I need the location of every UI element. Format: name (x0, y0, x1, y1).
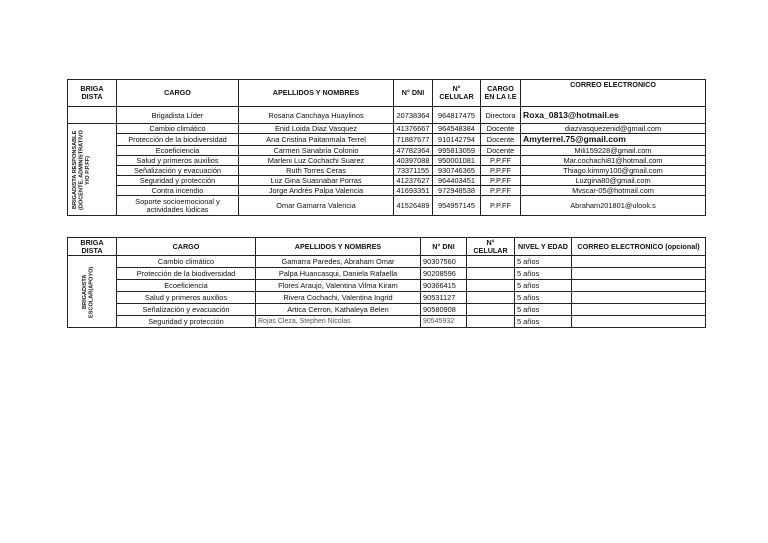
row-cargo-ie: P.P.FF (481, 186, 521, 196)
row-cargo: Contra incendio (117, 186, 239, 196)
row-dni: 90208596 (421, 268, 467, 280)
group-label: BRIGADISTA RESPONSABLE (DOCENTE, ADMINISTRATIVO Y/O P.P.FF) (72, 129, 91, 210)
table-row (68, 166, 706, 176)
table2-header-row (68, 238, 706, 256)
row-cargo: Señalización y evacuación (117, 304, 256, 316)
header-cargo: CARGO (117, 238, 256, 256)
row-celular: 995813059 (433, 146, 481, 156)
row-cargo-ie: P.P.FF (481, 196, 521, 216)
leader-row (68, 107, 706, 124)
header-apellidos: APELLIDOS Y NOMBRES (239, 80, 394, 107)
row-dni: 90366415 (421, 280, 467, 292)
row-nombre: Omar Gamarra Valencia (239, 196, 394, 216)
row-dni: 73371155 (394, 166, 433, 176)
table-row (68, 256, 706, 268)
leader-dni: 20738364 (394, 107, 433, 124)
row-cargo: Cambio climático (117, 124, 239, 134)
group-label-cell (68, 124, 117, 216)
table-row (68, 196, 706, 216)
row-nombre: Artica Cerron, Kathaleya Belen (256, 304, 421, 316)
row-correo: Thiago.kimmy100@gmail.com (521, 166, 706, 176)
row-cargo-ie: P.P.FF (481, 166, 521, 176)
row-dni: 47782364 (394, 146, 433, 156)
row-nivel: 5 años (515, 316, 572, 328)
row-nombre: Carmen Sanabria Colonio (239, 146, 394, 156)
row-dni: 90307560 (421, 256, 467, 268)
table-row (68, 146, 706, 156)
row-correo: Mili159228@gmail.com (521, 146, 706, 156)
row-nombre: Marleni Luz Cochachi Suarez (239, 156, 394, 166)
row-nombre: Ana Cristina Paitanmala Terrel (239, 134, 394, 146)
row-correo: Mvscar-05@hotmail.com (521, 186, 706, 196)
row-dni: 40397088 (394, 156, 433, 166)
row-nivel: 5 años (515, 292, 572, 304)
header-correo: CORREO ELECTRONICO (opcional) (572, 238, 706, 256)
row-cargo: Protección de la biodiversidad (117, 134, 239, 146)
row-celular: 964548384 (433, 124, 481, 134)
leader-celular: 964817475 (433, 107, 481, 124)
row-nombre: Palpa Huancasqui, Daniela Rafaella (256, 268, 421, 280)
row-correo: Mar.cochachi81@hotmail.com (521, 156, 706, 166)
row-dni: 90545932 (421, 316, 467, 328)
header-dni: N° DNI (421, 238, 467, 256)
row-celular: 972948538 (433, 186, 481, 196)
row-nombre: Ruth Torres Ceras (239, 166, 394, 176)
row-dni: 41376667 (394, 124, 433, 134)
brigadistas-escolares-table (67, 237, 706, 328)
header-dni: N° DNI (394, 80, 433, 107)
row-nivel: 5 años (515, 268, 572, 280)
header-nivel: NIVEL Y EDAD (515, 238, 572, 256)
table-row (68, 292, 706, 304)
row-celular (467, 256, 515, 268)
row-cargo-ie: P.P.FF (481, 176, 521, 186)
row-dni: 41237627 (394, 176, 433, 186)
table-row (68, 268, 706, 280)
header-correo: CORREO ELECTRONICO (521, 80, 706, 107)
row-nombre: Enid Loida Diaz Vasquez (239, 124, 394, 134)
row-correo (572, 268, 706, 280)
row-correo: diazvasquezenid@gmail.com (521, 124, 706, 134)
header-celular: N° CELULAR (433, 80, 481, 107)
row-cargo: Salud y primeros auxilios (117, 156, 239, 166)
row-nombre: Gamarra Paredes, Abraham Omar (256, 256, 421, 268)
row-dni: 90531127 (421, 292, 467, 304)
row-correo: Luzgina80@gmail.com (521, 176, 706, 186)
row-cargo-ie: Docente (481, 124, 521, 134)
table-row (68, 304, 706, 316)
leader-empty-cell (68, 107, 117, 124)
row-cargo-ie: Docente (481, 134, 521, 146)
group-label: BRIGADISTA ESCOLAR(APOYO) (82, 265, 95, 318)
row-cargo: Señalización y evacuación (117, 166, 239, 176)
row-celular (467, 316, 515, 328)
row-cargo: Protección de la biodiversidad (117, 268, 256, 280)
row-cargo-ie: Docente (481, 146, 521, 156)
row-correo (572, 256, 706, 268)
leader-cargo: Brigadista Líder (117, 107, 239, 124)
row-correo: Amyterrel.75@gmail.com (521, 134, 706, 146)
row-cargo-ie: P.P.FF (481, 156, 521, 166)
row-cargo: Ecoeficiencia (117, 146, 239, 156)
table-row (68, 156, 706, 166)
row-nombre: Jorge Andrés Palpa Valencia (239, 186, 394, 196)
row-correo (572, 304, 706, 316)
row-nombre: Flores Araujo, Valentina Vilma Kiram (256, 280, 421, 292)
row-celular: 950001081 (433, 156, 481, 166)
leader-cargo-ie: Directora (481, 107, 521, 124)
table-row (68, 176, 706, 186)
row-dni: 41526489 (394, 196, 433, 216)
row-celular: 954957145 (433, 196, 481, 216)
table-row (68, 316, 706, 328)
header-brigadista: BRIGA DISTA (68, 80, 117, 107)
brigadistas-responsables-table (67, 79, 706, 216)
row-correo: Abraham201801@ulook.s (521, 196, 706, 216)
row-celular (467, 268, 515, 280)
row-nivel: 5 años (515, 256, 572, 268)
row-cargo: Seguridad y protección (117, 176, 239, 186)
row-celular (467, 292, 515, 304)
row-nombre: Rojas Cleza, Stephen Nicolas (256, 316, 421, 328)
row-celular: 964403451 (433, 176, 481, 186)
table-row (68, 280, 706, 292)
header-celular: N° CELULAR (467, 238, 515, 256)
row-correo (572, 292, 706, 304)
table-row (68, 124, 706, 134)
row-nivel: 5 años (515, 304, 572, 316)
row-cargo: Soporte socioemocional y actividades lúdicas (117, 196, 239, 216)
header-cargo-ie: CARGO EN LA I.E (481, 80, 521, 107)
row-cargo: Cambio climático (117, 256, 256, 268)
row-celular (467, 280, 515, 292)
row-nivel: 5 años (515, 280, 572, 292)
row-dni: 90580908 (421, 304, 467, 316)
row-celular (467, 304, 515, 316)
row-dni: 71887677 (394, 134, 433, 146)
table-row (68, 186, 706, 196)
row-nombre: Luz Gina Suasnabar Porras (239, 176, 394, 186)
row-cargo: Seguridad y protección (117, 316, 256, 328)
row-cargo: Ecoeficiencia (117, 280, 256, 292)
header-brigadista: BRIGA DISTA (68, 238, 117, 256)
row-celular: 930746365 (433, 166, 481, 176)
row-correo (572, 316, 706, 328)
table1-header-row (68, 80, 706, 107)
group-label-cell (68, 256, 117, 328)
leader-nombre: Rosana Canchaya Huaylinos (239, 107, 394, 124)
row-dni: 41693351 (394, 186, 433, 196)
row-celular: 910142794 (433, 134, 481, 146)
row-nombre: Rivera Cochachi, Valentina Ingrid (256, 292, 421, 304)
row-cargo: Salud y primeros auxilios (117, 292, 256, 304)
header-apellidos: APELLIDOS Y NOMBRES (256, 238, 421, 256)
header-cargo: CARGO (117, 80, 239, 107)
row-correo (572, 280, 706, 292)
leader-correo: Roxa_0813@hotmail.es (521, 107, 706, 124)
table-row (68, 134, 706, 146)
